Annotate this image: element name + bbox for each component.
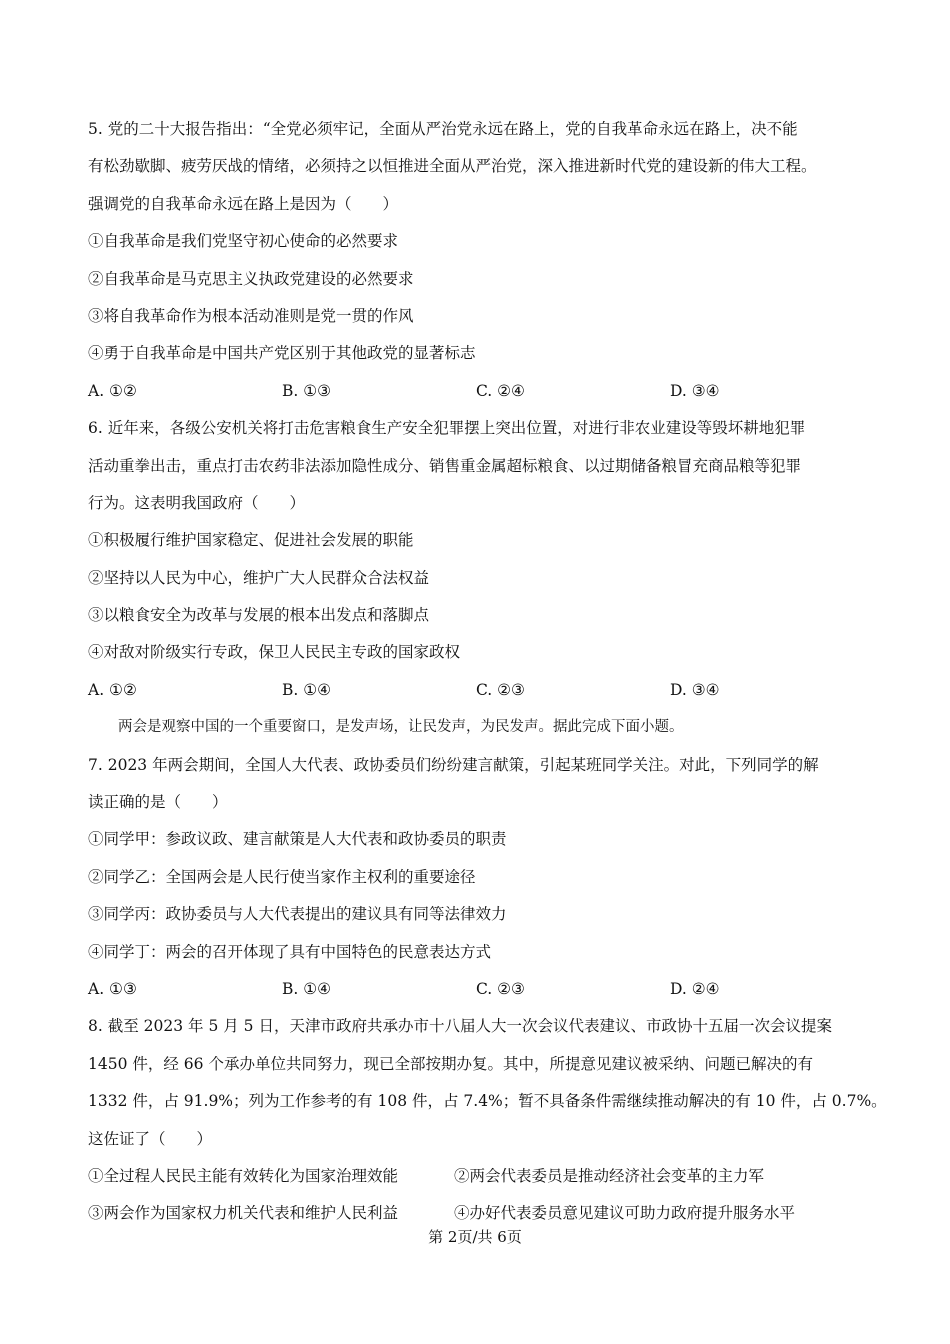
question-6 — [88, 416, 878, 715]
question-6-option-b[interactable]: B. ①④ — [282, 680, 332, 699]
section-intro: 两会是观察中国的一个重要窗口，是发声场，让民发声，为民发声。据此完成下面小题。 — [118, 719, 684, 736]
question-8-stem-line-3: 1332 件，占 91.9%；列为工作参考的有 108 件，占 7.4%；暂不具备条件需继续推动解决的有 10 件，占 0.7%。 — [88, 1092, 887, 1111]
question-8-item-3: ③两会作为国家权力机关代表和维护人民利益 — [88, 1204, 399, 1223]
question-5-stem-line-2: 有松劲歇脚、疲劳厌战的情绪，必须持之以恒推进全面从严治党，深入推进新时代党的建设新的伟大工程。 — [88, 157, 817, 176]
question-7-option-a[interactable]: A. ①③ — [88, 979, 137, 998]
question-5-option-d[interactable]: D. ③④ — [670, 381, 720, 400]
question-6-stem-line-1: 6. 近年来，各级公安机关将打击危害粮食生产安全犯罪摆上突出位置，对进行非农业建设等毁坏耕地犯罪 — [88, 419, 806, 438]
question-6-option-c[interactable]: C. ②③ — [476, 680, 525, 699]
question-5-item-1: ①自我革命是我们党坚守初心使命的必然要求 — [88, 232, 399, 251]
question-7-item-1: ①同学甲：参政议政、建言献策是人大代表和政协委员的职责 — [88, 830, 507, 849]
question-7-stem-line-2: 读正确的是（ ） — [88, 793, 228, 812]
question-7-item-2: ②同学乙：全国两会是人民行使当家作主权利的重要途径 — [88, 867, 476, 886]
question-5-option-a[interactable]: A. ①② — [88, 381, 137, 400]
page-footer: 第 2页/共 6页 — [428, 1228, 522, 1246]
question-6-item-1: ①积极履行维护国家稳定、促进社会发展的职能 — [88, 531, 414, 550]
question-5-item-3: ③将自我革命作为根本活动准则是党一贯的作风 — [88, 306, 414, 325]
question-5-options — [88, 379, 878, 416]
question-8-stem-line-2: 1450 件，经 66 个承办单位共同努力，现已全部按期办复。其中，所提意见建议被采纳、问题已解决的有 — [88, 1054, 813, 1073]
question-5-option-b[interactable]: B. ①③ — [282, 381, 332, 400]
question-6-item-4: ④对敌对阶级实行专政，保卫人民民主专政的国家政权 — [88, 643, 461, 662]
question-7-item-3: ③同学丙：政协委员与人大代表提出的建议具有同等法律效力 — [88, 905, 507, 924]
question-8-stem-line-4: 这佐证了（ ） — [88, 1129, 213, 1148]
question-5-option-c[interactable]: C. ②④ — [476, 381, 525, 400]
question-6-options — [88, 678, 878, 715]
question-7 — [88, 753, 878, 1015]
question-5-stem-line-1: 5. 党的二十大报告指出：“全党必须牢记，全面从严治党永远在路上，党的自我革命永远在路上，决不能 — [88, 120, 798, 138]
question-5 — [88, 117, 878, 416]
question-5-item-4: ④勇于自我革命是中国共产党区别于其他政党的显著标志 — [88, 344, 476, 363]
question-5-stem-line-3: 强调党的自我革命永远在路上是因为（ ） — [88, 194, 399, 213]
question-7-option-c[interactable]: C. ②③ — [476, 979, 525, 998]
question-7-stem-line-1: 7. 2023 年两会期间，全国人大代表、政协委员们纷纷建言献策，引起某班同学关注。对此，下列同学的解 — [88, 755, 819, 774]
question-8-items-row-1 — [88, 1164, 878, 1201]
question-7-option-d[interactable]: D. ②④ — [670, 979, 720, 998]
question-8-item-4: ④办好代表委员意见建议可助力政府提升服务水平 — [454, 1204, 796, 1223]
question-7-item-4: ④同学丁：两会的召开体现了具有中国特色的民意表达方式 — [88, 942, 492, 961]
exam-page — [88, 117, 887, 1239]
question-7-options — [88, 977, 878, 1014]
question-7-option-b[interactable]: B. ①④ — [282, 979, 332, 998]
question-8-item-1: ①全过程人民民主能有效转化为国家治理效能 — [88, 1166, 399, 1185]
question-6-option-d[interactable]: D. ③④ — [670, 680, 720, 699]
question-6-stem-line-2: 活动重拳出击，重点打击农药非法添加隐性成分、销售重金属超标粮食、以过期储备粮冒充商品粮等犯罪 — [88, 456, 802, 475]
question-8-stem-line-1: 8. 截至 2023 年 5 月 5 日，天津市政府共承办市十八届人大一次会议代表建议、市政协十五届一次会议提案 — [88, 1017, 832, 1036]
question-8 — [88, 1014, 887, 1238]
question-6-option-a[interactable]: A. ①② — [88, 680, 137, 699]
question-8-item-2: ②两会代表委员是推动经济社会变革的主力军 — [454, 1166, 765, 1185]
question-6-item-2: ②坚持以人民为中心，维护广大人民群众合法权益 — [88, 568, 430, 587]
question-6-stem-line-3: 行为。这表明我国政府（ ） — [88, 493, 306, 512]
question-5-item-2: ②自我革命是马克思主义执政党建设的必然要求 — [88, 269, 414, 288]
question-6-item-3: ③以粮食安全为改革与发展的根本出发点和落脚点 — [88, 606, 430, 625]
